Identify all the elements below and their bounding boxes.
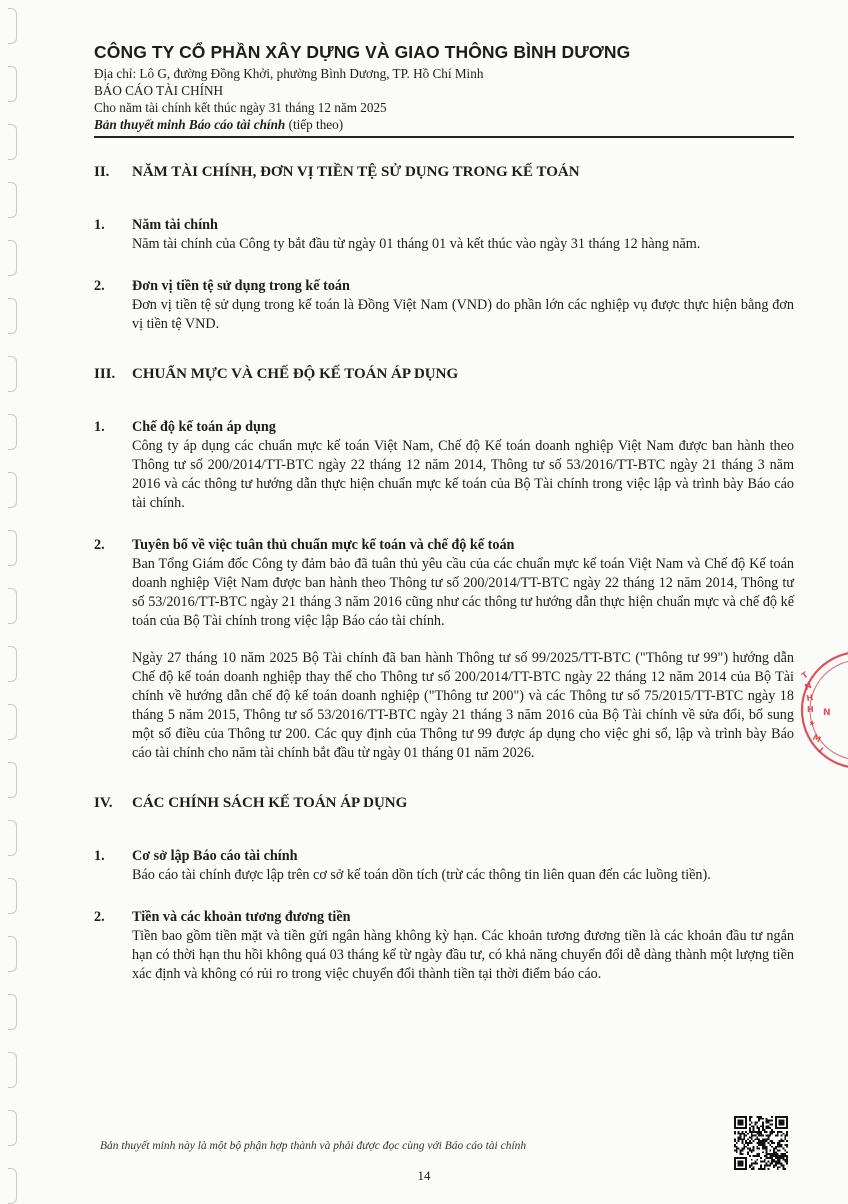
paragraph: Báo cáo tài chính được lập trên cơ sở kế toán dồn tích (trừ các thông tin liên quan đến các luồng tiền). [132, 867, 711, 883]
page-number: 14 [417, 1168, 431, 1183]
svg-text:T: T [799, 670, 810, 681]
subsection-3-1 [94, 419, 794, 513]
subsection-title: Năm tài chính [132, 217, 218, 233]
page-content [94, 164, 794, 984]
footer-note: Bản thuyết minh này là một bộ phận hợp thành và phải được đọc cùng với Báo cáo tài chính [100, 1140, 527, 1152]
paragraph: Ngày 27 tháng 10 năm 2025 Bộ Tài chính đã ban hành Thông tư số 99/2025/TT-BTC ("Thông tư 99") hướng dẫn Chế độ kế toán doanh nghiệp thay thế cho Thông tư số 200/2014/TT-BTC ngày 22 tháng 12 năm 2014 của Bộ Tài chính về hướng dẫn chế độ kế toán doanh nghiệp ("Thông tư 200") và các Thông tư số 75/2015/TT-BTC ngày 18 tháng 5 năm 2015, Thông tư số 53/2016/TT-BTC ngày 21 tháng 3 năm 2016 của Bộ Tài chính về sửa đổi, bổ sung một số điều của Thông tư 200. Các quy định của Thông tư 99 được áp dụng cho việc ghi sổ, lập và trình bày Báo cáo tài chính cho năm tài chính bắt đầu từ ngày 01 tháng 01 năm 2026. [132, 650, 794, 761]
subsection-number: 1. [94, 848, 105, 864]
subsection-3-2 [94, 537, 794, 763]
section-number: III. [94, 366, 116, 382]
binding-ring [8, 530, 17, 566]
binding-ring [8, 1052, 17, 1088]
paragraph: Đơn vị tiền tệ sử dụng trong kế toán là Đồng Việt Nam (VND) do phần lớn các nghiệp vụ được thực hiện bằng đơn vị tiền tệ VND. [132, 297, 794, 332]
subsection-2-2 [94, 278, 794, 334]
svg-text:M: M [811, 732, 823, 745]
subsection-number: 2. [94, 537, 105, 553]
section-number: II. [94, 164, 110, 180]
notes-label: Bản thuyết minh Báo cáo tài chính [94, 117, 286, 132]
page-header [94, 42, 794, 133]
binding-ring [8, 936, 17, 972]
binding-ring [8, 356, 17, 392]
binding-ring [8, 994, 17, 1030]
subsection-4-2 [94, 909, 794, 984]
binding-ring [8, 1110, 17, 1146]
paragraph: Ban Tổng Giám đốc Công ty đảm bảo đã tuân thủ yêu cầu của các chuẩn mực kế toán Việt Nam và Chế độ Kế toán doanh nghiệp Việt Nam được ban hành theo Thông tư số 200/2014/TT-BTC ngày 22 tháng 12 năm 2014, Thông tư số 53/2016/TT-BTC ngày 21 tháng 3 năm 2016 cũng như các thông tư hướng dẫn thực hiện chuẩn mực và chế độ kế toán của Bộ Tài chính trong việc lập Báo cáo tài chính. [132, 556, 794, 629]
binding-ring [8, 588, 17, 624]
binding-ring [8, 472, 17, 508]
subsection-number: 1. [94, 217, 105, 233]
section-ii-heading [94, 164, 794, 181]
subsection-title: Chế độ kế toán áp dụng [132, 419, 276, 435]
section-title: CHUẨN MỰC VÀ CHẾ ĐỘ KẾ TOÁN ÁP DỤNG [132, 366, 459, 382]
notes-heading [94, 116, 794, 133]
subsection-title: Tiền và các khoản tương đương tiền [132, 909, 351, 925]
svg-text:H: H [805, 692, 814, 703]
paragraph: Tiền bao gồm tiền mặt và tiền gửi ngân hàng không kỳ hạn. Các khoản tương đương tiền là các khoản đầu tư ngắn hạn có thời hạn thu hồi không quá 03 tháng kể từ ngày đầu tư, có khả năng chuyển đổi dễ dàng thành một lượng tiền xác định và không có rủi ro trong việc chuyển đổi thành tiền tại thời điểm báo cáo. [132, 928, 794, 982]
svg-text:I: I [816, 745, 825, 755]
company-seal-icon [790, 645, 848, 775]
binding-ring [8, 878, 17, 914]
notes-continued: (tiếp theo) [285, 117, 344, 132]
subsection-4-1 [94, 848, 794, 885]
binding-ring [8, 820, 17, 856]
subsection-title: Cơ sở lập Báo cáo tài chính [132, 848, 298, 864]
subsection-2-1 [94, 217, 794, 254]
section-iv-heading [94, 795, 794, 812]
binding-rings [6, 0, 24, 1200]
paragraph: Năm tài chính của Công ty bắt đầu từ ngày 01 tháng 01 và kết thúc vào ngày 31 tháng 12 hàng năm. [132, 236, 701, 252]
subsection-number: 2. [94, 909, 105, 925]
binding-ring [8, 66, 17, 102]
qr-code-icon [734, 1116, 788, 1170]
company-name: CÔNG TY CỔ PHẦN XÂY DỰNG VÀ GIAO THÔNG BÌNH DƯƠNG [94, 42, 631, 62]
binding-ring [8, 646, 17, 682]
paragraph: Công ty áp dụng các chuẩn mực kế toán Việt Nam, Chế độ Kế toán doanh nghiệp Việt Nam được ban hành theo Thông tư số 200/2014/TT-BTC ngày 22 tháng 12 năm 2014, Thông tư số 53/2016/TT-BTC ngày 21 tháng 3 năm 2016 và các thông tư hướng dẫn thực hiện chuẩn mực kế toán của Bộ Tài chính trong việc lập và trình bày Báo cáo tài chính. [132, 438, 794, 511]
section-iii-heading [94, 366, 794, 383]
binding-ring [8, 8, 17, 44]
header-rule [94, 136, 794, 138]
binding-ring [8, 298, 17, 334]
binding-ring [8, 414, 17, 450]
svg-text:N: N [803, 680, 813, 692]
section-number: IV. [94, 795, 113, 811]
binding-ring [8, 704, 17, 740]
binding-ring [8, 762, 17, 798]
svg-text:★: ★ [807, 718, 817, 729]
report-title: BÁO CÁO TÀI CHÍNH [94, 83, 224, 98]
binding-ring [8, 124, 17, 160]
subsection-number: 1. [94, 419, 105, 435]
binding-ring [8, 240, 17, 276]
subsection-title: Đơn vị tiền tệ sử dụng trong kế toán [132, 278, 350, 294]
subsection-number: 2. [94, 278, 105, 294]
svg-text:N: N [823, 708, 831, 718]
section-title: CÁC CHÍNH SÁCH KẾ TOÁN ÁP DỤNG [132, 795, 408, 811]
section-title: NĂM TÀI CHÍNH, ĐƠN VỊ TIỀN TỆ SỬ DỤNG TRONG KẾ TOÁN [132, 164, 580, 180]
report-period: Cho năm tài chính kết thúc ngày 31 tháng 12 năm 2025 [94, 100, 387, 115]
company-address: Địa chỉ: Lô G, đường Đồng Khởi, phường Bình Dương, TP. Hồ Chí Minh [94, 66, 484, 81]
binding-ring [8, 182, 17, 218]
subsection-title: Tuyên bố về việc tuân thủ chuẩn mực kế toán và chế độ kế toán [132, 537, 515, 553]
svg-text:H: H [807, 705, 814, 714]
